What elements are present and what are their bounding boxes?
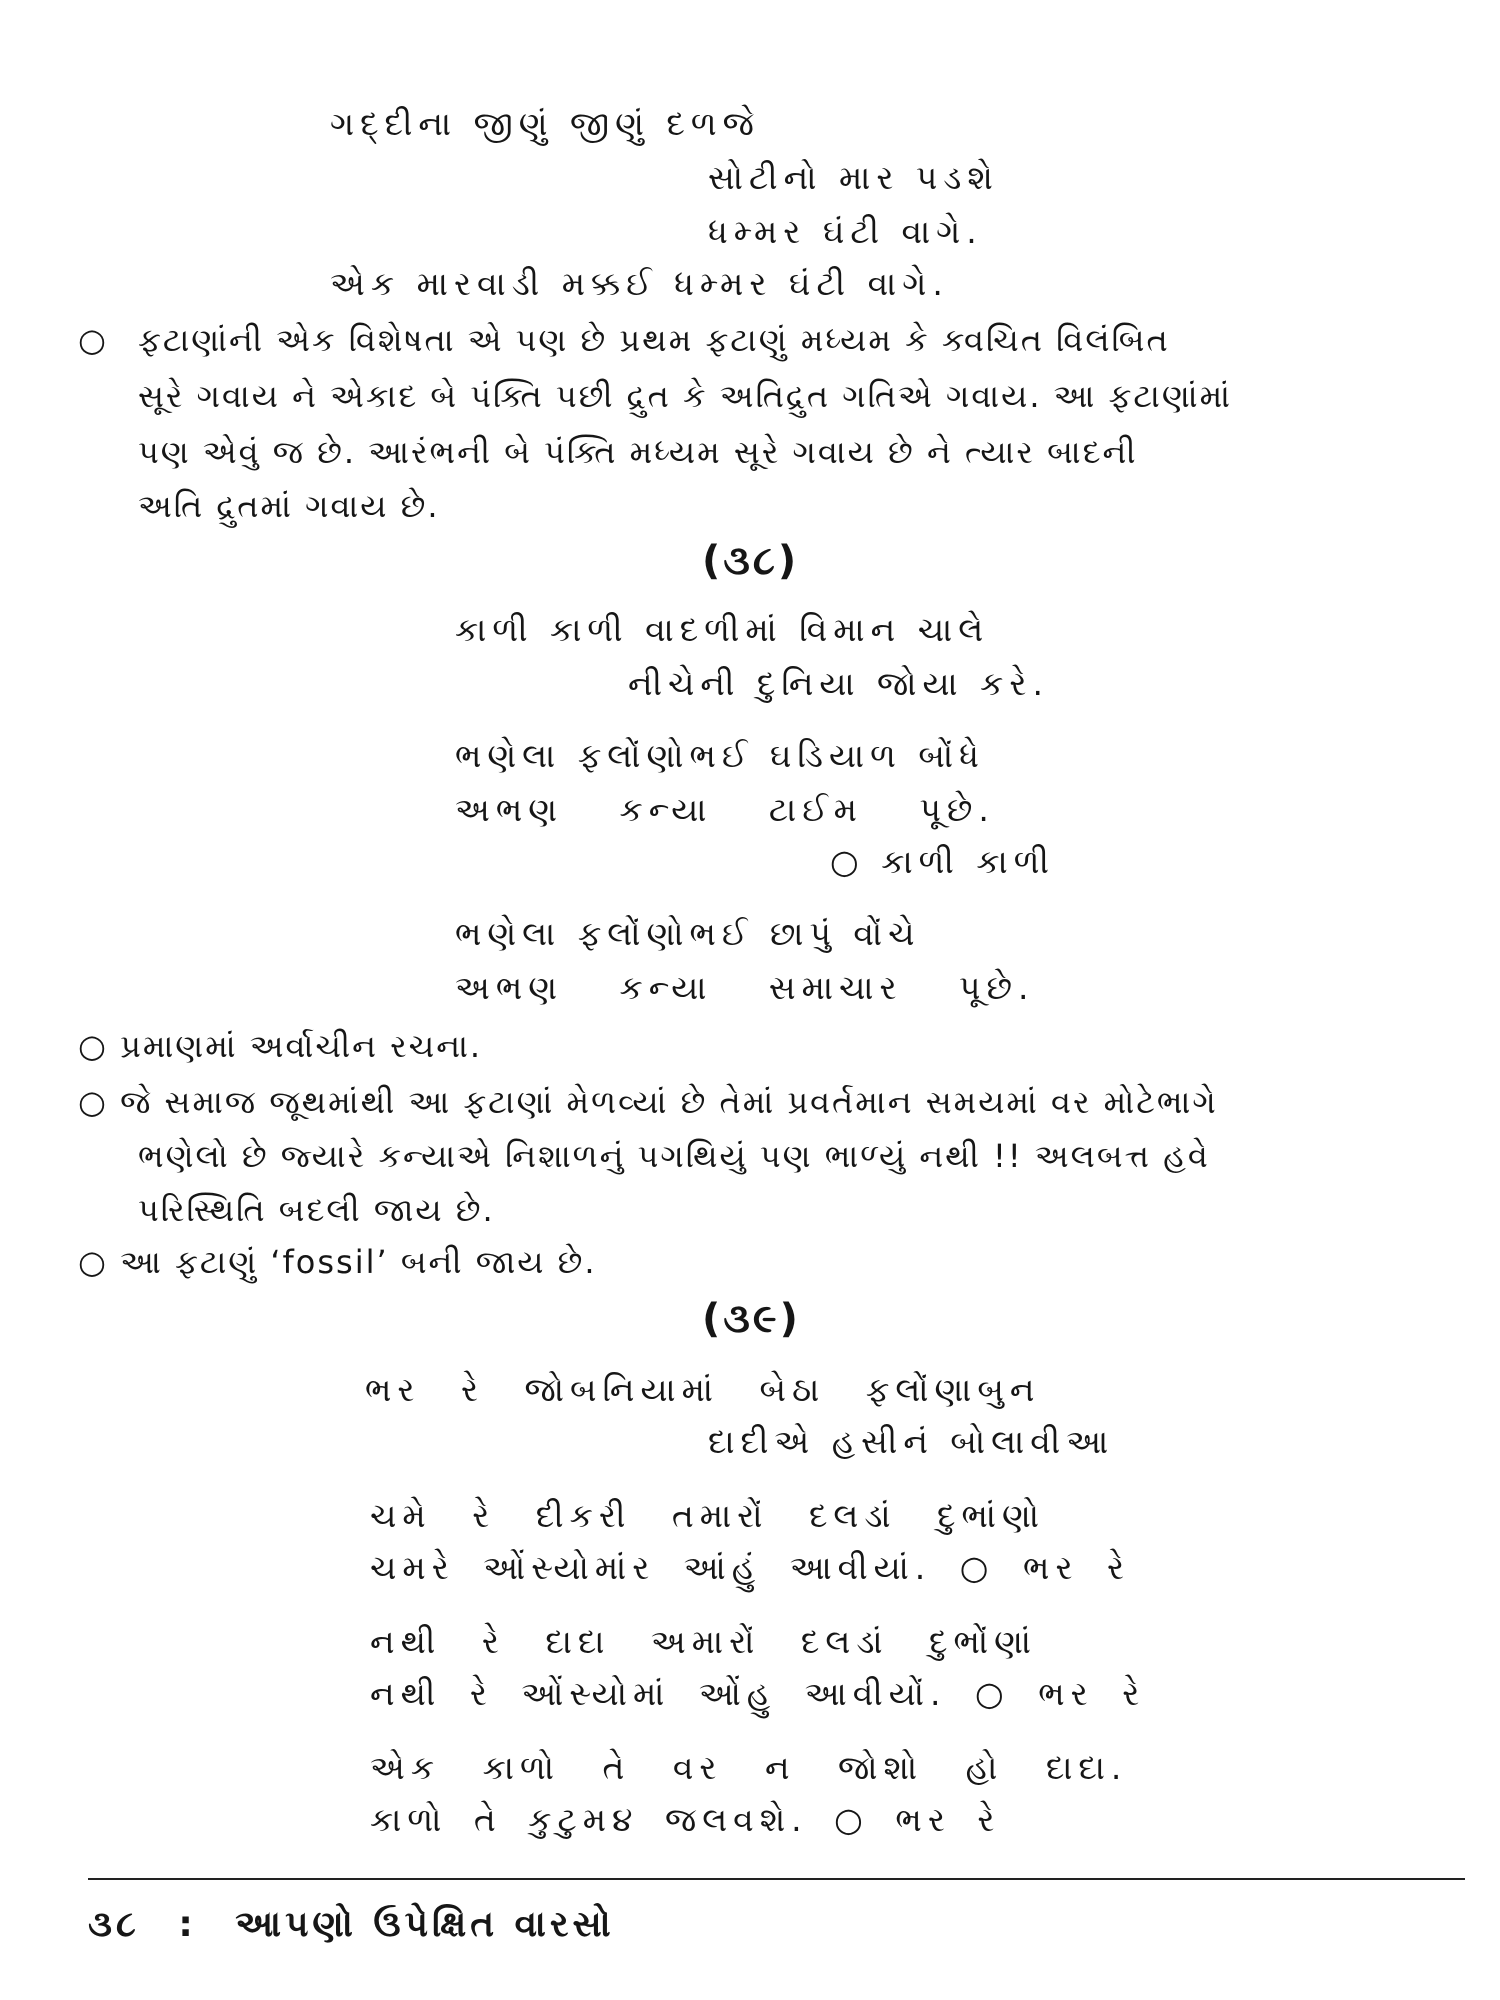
notes2-line-5: ○ આ ફટાણું ‘fossil’ બની જાય છે.	[78, 1243, 597, 1281]
intro-verse-line-2: સોટીનો માર પડશે	[708, 158, 999, 197]
song39-line-5: નથી રે દાદા અમારોં દલડાં દુભોંણાં	[370, 1622, 1037, 1661]
note1-line-3: પણ એવું જ છે. આરંભની બે પંક્તિ મધ્યમ સૂરે ગવાય છે ને ત્યાર બાદની	[138, 433, 1138, 471]
song39-line-4: ચમરે ઓંસ્યોમાંર આંહું આવીયાં. ○ ભર રે	[370, 1548, 1131, 1587]
intro-verse-line-1: ગદ્દીના જીણું જીણું દળજે	[330, 104, 760, 143]
notes2-line-2: ○ જે સમાજ જૂથમાંથી આ ફટાણાં મેળવ્યાં છે તેમાં પ્રવર્તમાન સમયમાં વર મોટેભાગે	[78, 1083, 1218, 1121]
intro-verse-line-3: ધમ્મર ઘંટી વાગે.	[708, 212, 983, 251]
page-number: ૩૮	[88, 1904, 140, 1945]
footer-divider	[88, 1878, 1465, 1880]
song38-line-3: ભણેલા ફલોંણોભઈ ઘડિયાળ બોંધે	[455, 736, 985, 775]
footer-separator: :	[178, 1904, 197, 1945]
note1-line-4: અતિ દ્રુતમાં ગવાય છે.	[138, 487, 440, 525]
song39-line-2: દાદીએ હસીનં બોલાવીઆ	[708, 1422, 1115, 1461]
note1-line-2: સૂરે ગવાય ને એકાદ બે પંક્તિ પછી દ્રુત કે અતિદ્રુત ગતિએ ગવાય. આ ફટાણાંમાં	[138, 377, 1233, 415]
song38-line-1: કાળી કાળી વાદળીમાં વિમાન ચાલે	[455, 610, 990, 649]
song38-line-5: ભણેલા ફલોંણોભઈ છાપું વોંચે	[455, 914, 921, 953]
song39-line-6: નથી રે ઓંસ્યોમાં ઓંહુ આવીયોં. ○ ભર રે	[370, 1674, 1146, 1713]
song38-line-2: નીચેની દુનિયા જોયા કરે.	[628, 664, 1049, 703]
page-footer	[88, 1904, 637, 1946]
notes2-line-3: ભણેલો છે જ્યારે કન્યાએ નિશાળનું પગથિયું પણ ભાળ્યું નથી !! અલબત્ત હવે	[138, 1137, 1210, 1175]
song39-line-1: ભર રે જોબનિયામાં બેઠા ફલોંણાબુન	[365, 1370, 1041, 1409]
song39-line-7: એક કાળો તે વર ન જોશો હો દાદા.	[370, 1748, 1128, 1787]
song38-line-6: અભણ કન્યા સમાચાર પૂછે.	[455, 968, 1035, 1007]
notes2-line-4: પરિસ્થિતિ બદલી જાય છે.	[138, 1191, 495, 1229]
song-38-number: (૩૮)	[702, 538, 800, 584]
song38-refrain-1: ○ કાળી કાળી	[830, 842, 1055, 881]
song-39-number: (૩૯)	[702, 1296, 801, 1342]
song39-line-3: ચમે રે દીકરી તમારોં દલડાં દુભાંણો	[370, 1496, 1046, 1535]
song39-line-8: કાળો તે કુટુમ૪ જલવશે. ○ ભર રે	[370, 1800, 1001, 1839]
note1-line-1: ફટાણાંની એક વિશેષતા એ પણ છે પ્રથમ ફટાણું મધ્યમ કે ક્વચિત વિલંબિત	[138, 321, 1170, 359]
intro-verse-line-4: એક મારવાડી મક્કઈ ધમ્મર ઘંટી વાગે.	[330, 264, 949, 303]
song38-line-4: અભણ કન્યા ટાઈમ પૂછે.	[455, 790, 995, 829]
notes2-line-1: ○ પ્રમાણમાં અર્વાચીન રચના.	[78, 1027, 483, 1065]
book-title: આપણો ઉપેક્ષિત વારસો	[235, 1904, 615, 1945]
note-bullet-icon: ○	[78, 321, 106, 359]
